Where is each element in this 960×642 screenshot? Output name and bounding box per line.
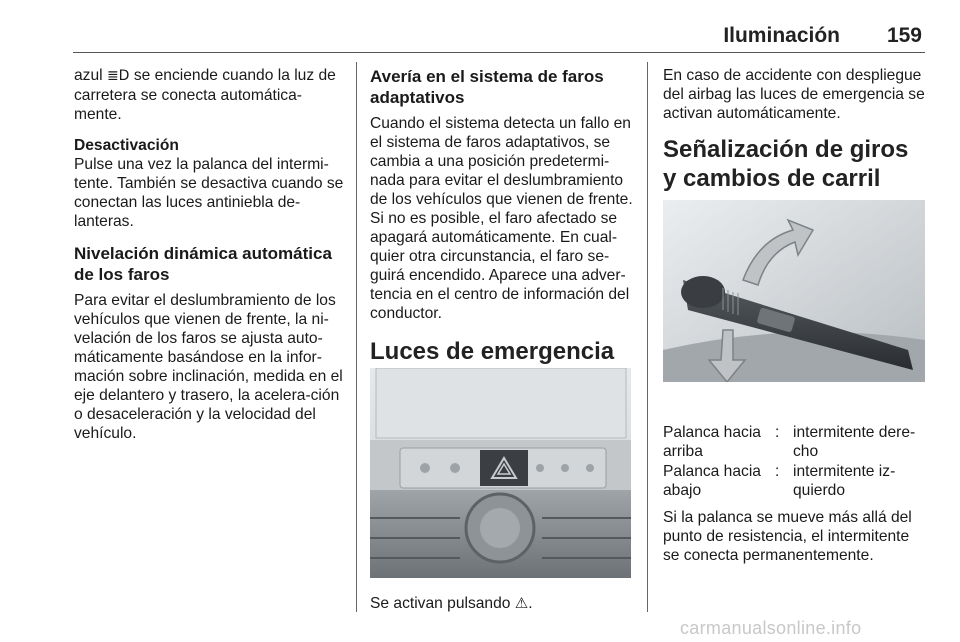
- separator: :: [775, 463, 780, 480]
- hazard-switch-photo: [370, 368, 631, 578]
- column-3: [663, 66, 925, 209]
- turn-signals-title: Señalización de giros y cambios de carril: [663, 136, 909, 192]
- column-divider-left: [356, 62, 357, 612]
- hazard-caption-text: Se activan pulsando: [370, 595, 511, 612]
- lever-direction-table: [663, 423, 925, 501]
- right-turn-value: intermitente dere-cho: [793, 424, 916, 460]
- deactivation-text: Pulse una vez la palanca del intermi-tente. También se desactiva cuando se conectan las luces antiniebla de-lanteras.: [74, 156, 344, 230]
- header-rule: [73, 52, 925, 53]
- column-2: [370, 66, 634, 382]
- deactivation-title: Desactivación: [74, 137, 179, 154]
- lever-down-term: Palanca hacia abajo: [663, 463, 761, 499]
- watermark: carmanualsonline.info: [680, 618, 862, 638]
- column-divider-right: [647, 62, 648, 612]
- fault-title: Avería en el sistema de faros adaptativos: [370, 67, 604, 107]
- lever-up-term: Palanca hacia arriba: [663, 424, 761, 460]
- separator: :: [775, 424, 780, 441]
- turn-signal-lever-illustration: [663, 200, 925, 382]
- hazard-lights-title: Luces de emergencia: [370, 338, 615, 365]
- hazard-warning-icon: ⚠: [514, 594, 529, 612]
- permanent-signal-text: Si la palanca se mueve más allá del punto de resistencia, el intermitente se conecta permanentemente.: [663, 509, 912, 564]
- page-number: 159: [886, 24, 922, 47]
- intro-prefix: azul: [74, 67, 103, 84]
- column-1: [74, 66, 346, 455]
- left-turn-value: intermitente iz-quierdo: [793, 463, 896, 499]
- intro-paragraph: [74, 66, 346, 124]
- turn-signal-lever-photo: [663, 200, 925, 382]
- table-row: [663, 423, 925, 461]
- fault-text: Cuando el sistema detecta un fallo en el sistema de faros adaptativos, se cambia a una posición predetermi-nada para evitar el deslumbramiento de los vehículos que vienen de frente. Si no es posible, el faro afectado se apagará automáticamente. En cual-quier otra circunstancia, el faro se-guirá encendido. Aparece una adver-tencia en el centro de información del conductor.: [370, 115, 633, 322]
- hazard-caption: [370, 594, 533, 613]
- dynamic-leveling-title: Nivelación dinámica automática de los faros: [74, 244, 332, 284]
- high-beam-icon: ≣D: [106, 68, 130, 84]
- intro-text: se enciende cuando la luz de carretera se conecta automática-mente.: [74, 67, 336, 123]
- airbag-text: En caso de accidente con despliegue del airbag las luces de emergencia se activan automáticamente.: [663, 67, 925, 122]
- header-title: Iluminación: [723, 24, 840, 47]
- hazard-switch-illustration: [370, 368, 631, 578]
- hazard-caption-end: .: [528, 595, 533, 612]
- dynamic-leveling-text: Para evitar el deslumbramiento de los vehículos que vienen de frente, la ni-velación de los faros se ajusta auto-máticamente basándose en la infor-mación sobre inclinación, medida en el eje delantero y trasero, la acelera-ción o desaceleración y la velocidad del vehículo.: [74, 292, 343, 442]
- table-row: [663, 462, 925, 500]
- hazard-button[interactable]: [480, 450, 528, 486]
